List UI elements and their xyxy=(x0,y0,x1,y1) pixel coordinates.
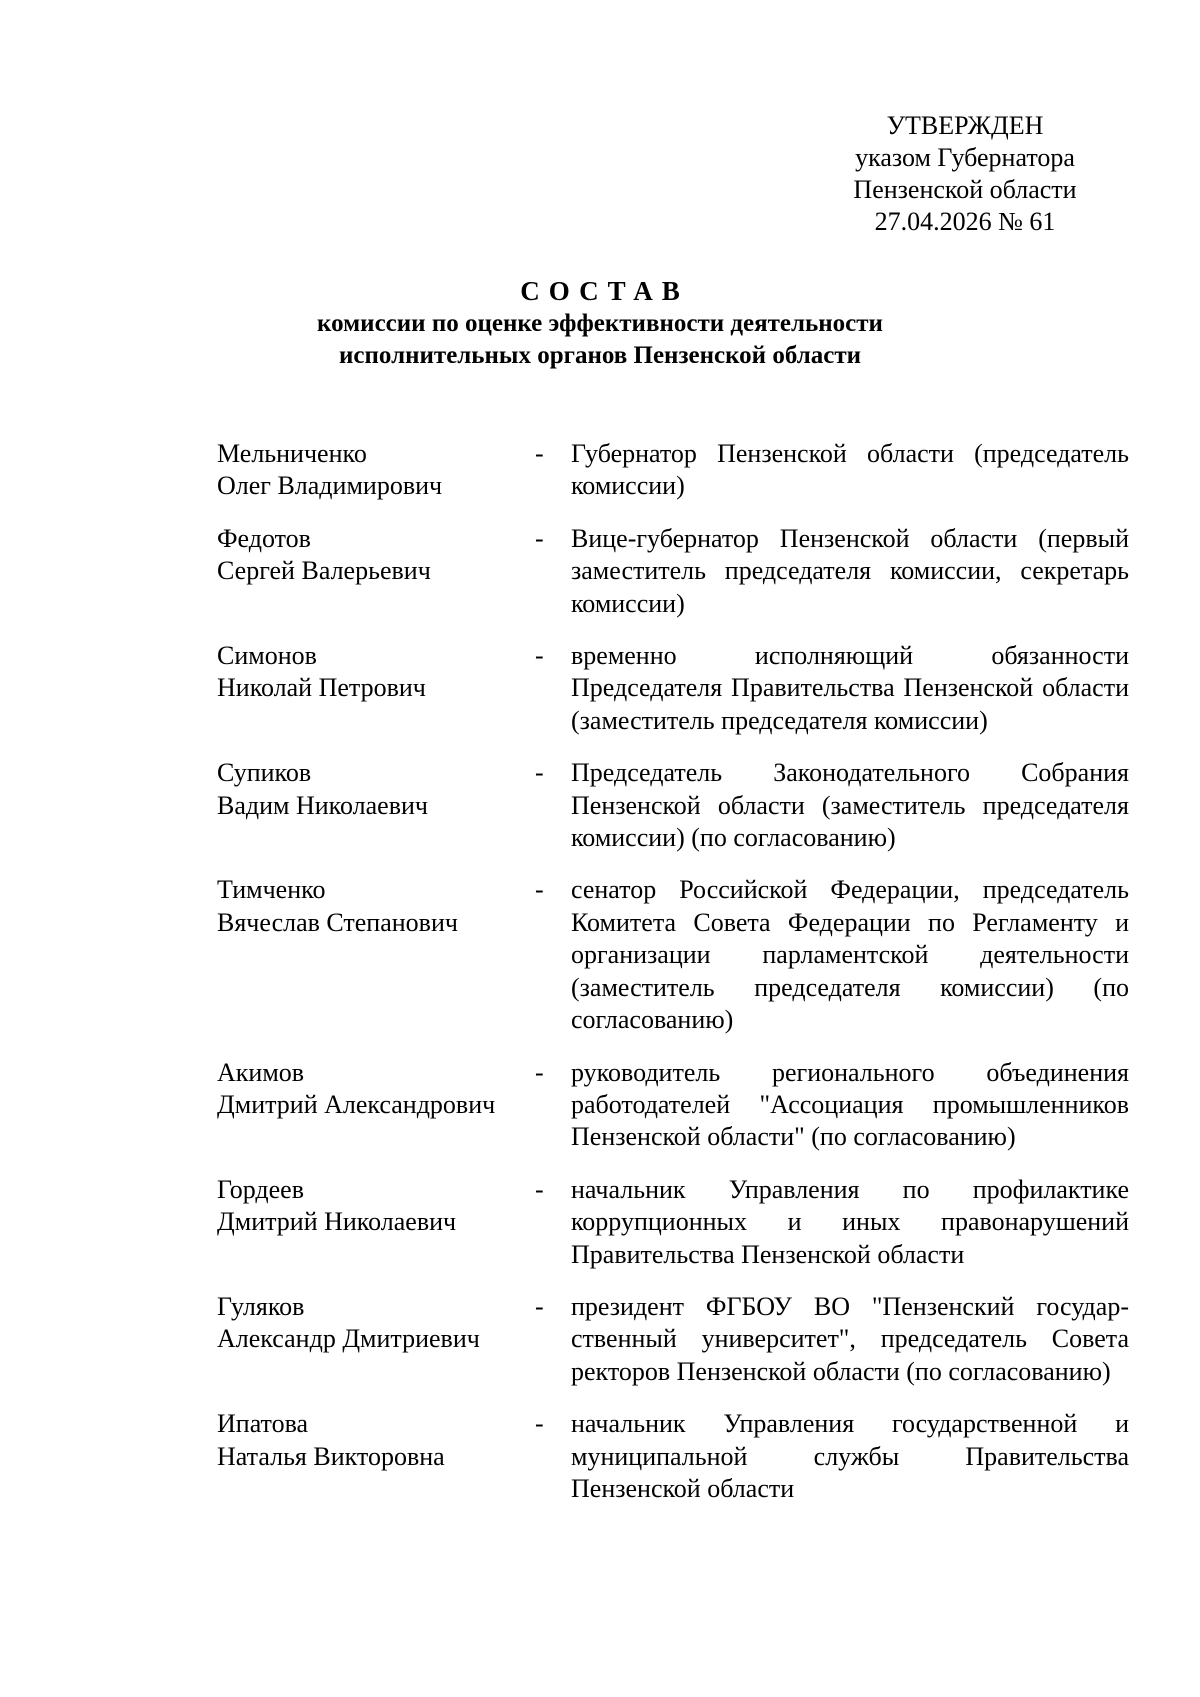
member-given-names: Сергей Валерьевич xyxy=(217,556,431,586)
member-dash: - xyxy=(535,641,544,671)
member-dash: - xyxy=(535,1409,544,1439)
member-given-names: Вадим Николаевич xyxy=(217,790,428,820)
member-surname: Гордеев xyxy=(217,1174,304,1204)
member-given-names: Наталья Викторовна xyxy=(217,1441,445,1471)
member-dash: - xyxy=(535,1291,544,1321)
document-title: СОСТАВ xyxy=(520,276,689,306)
member-name xyxy=(217,640,535,705)
member-role: сенатор Российской Федерации, председатель Комитета Совета Федерации по Регламенту и организации парламентской деятельности (заместитель председателя комиссии) (по согласованию) xyxy=(571,875,1129,1035)
approval-stamp xyxy=(815,110,1115,238)
document-subtitle-line-2: исполнительных органов Пензенской области xyxy=(339,342,861,369)
member-role: Председатель Законодательного Собрания Пензенской области (заместитель председателя комиссии) (по согласованию) xyxy=(571,758,1129,853)
member-row xyxy=(217,1291,1129,1388)
member-surname: Гуляков xyxy=(217,1291,305,1321)
member-name xyxy=(217,1408,535,1473)
member-name xyxy=(217,523,535,588)
member-row xyxy=(217,523,1129,620)
member-given-names: Олег Владимирович xyxy=(217,471,443,501)
member-name xyxy=(217,874,535,939)
member-dash: - xyxy=(535,1174,544,1204)
member-dash: - xyxy=(535,439,544,468)
member-role: начальник Управления по профилактике коррупционных и иных правонарушений Правительства Пензенской области xyxy=(571,1174,1129,1269)
member-name xyxy=(217,1291,535,1356)
member-surname: Тимченко xyxy=(217,875,326,905)
approval-date-number: 27.04.2026 № 61 xyxy=(874,207,1056,236)
member-surname: Супиков xyxy=(217,758,312,788)
approval-status: УТВЕРЖДЕН xyxy=(886,111,1044,140)
member-name xyxy=(217,1057,535,1122)
member-dash: - xyxy=(535,523,544,553)
member-surname: Симонов xyxy=(217,641,317,671)
member-dash: - xyxy=(535,1057,544,1087)
member-name xyxy=(217,438,535,503)
member-given-names: Вячеслав Степанович xyxy=(217,907,458,937)
member-row xyxy=(217,757,1129,854)
member-surname: Мельниченко xyxy=(217,439,367,468)
member-given-names: Дмитрий Николаевич xyxy=(217,1207,457,1237)
member-role: Вице-губернатор Пензенской области (первый заместитель председателя комиссии, секретарь комиссии) xyxy=(571,523,1129,618)
member-role: Губернатор Пензенской области (председатель комиссии) xyxy=(571,439,1129,501)
document-subtitle-line-1: комиссии по оценке эффективности деятельности xyxy=(317,310,883,337)
member-row xyxy=(217,1057,1129,1154)
member-surname: Акимов xyxy=(217,1057,305,1087)
member-role: временно исполняющий обязанности Председателя Правительства Пензенской области (заместитель председателя комиссии) xyxy=(571,641,1129,735)
member-surname: Ипатова xyxy=(217,1409,309,1439)
member-dash: - xyxy=(535,758,544,788)
member-name xyxy=(217,1174,535,1239)
member-role: начальник Управления государственной и муниципальной службы Правительства Пензенской области xyxy=(571,1409,1129,1503)
member-row xyxy=(217,1174,1129,1271)
approval-region: Пензенской области xyxy=(853,175,1077,204)
member-list xyxy=(217,438,1129,1505)
member-given-names: Дмитрий Александрович xyxy=(217,1089,496,1119)
member-role: президент ФГБОУ ВО "Пензенский государственный университет", председатель Совета ректоров Пензенской области (по согласованию) xyxy=(571,1291,1129,1386)
member-surname: Федотов xyxy=(217,523,311,553)
member-row xyxy=(217,640,1129,737)
member-row xyxy=(217,874,1129,1036)
member-role: руководитель регионального объединения работодателей "Ассоциация промышленников Пензенской области" (по согласованию) xyxy=(571,1057,1129,1152)
member-given-names: Николай Петрович xyxy=(217,673,426,703)
member-given-names: Александр Дмитриевич xyxy=(217,1324,480,1354)
member-row xyxy=(217,438,1129,503)
member-dash: - xyxy=(535,875,544,905)
approval-decree: указом Губернатора xyxy=(855,143,1075,172)
member-name xyxy=(217,757,535,822)
document-heading xyxy=(0,274,1200,372)
member-row xyxy=(217,1408,1129,1505)
